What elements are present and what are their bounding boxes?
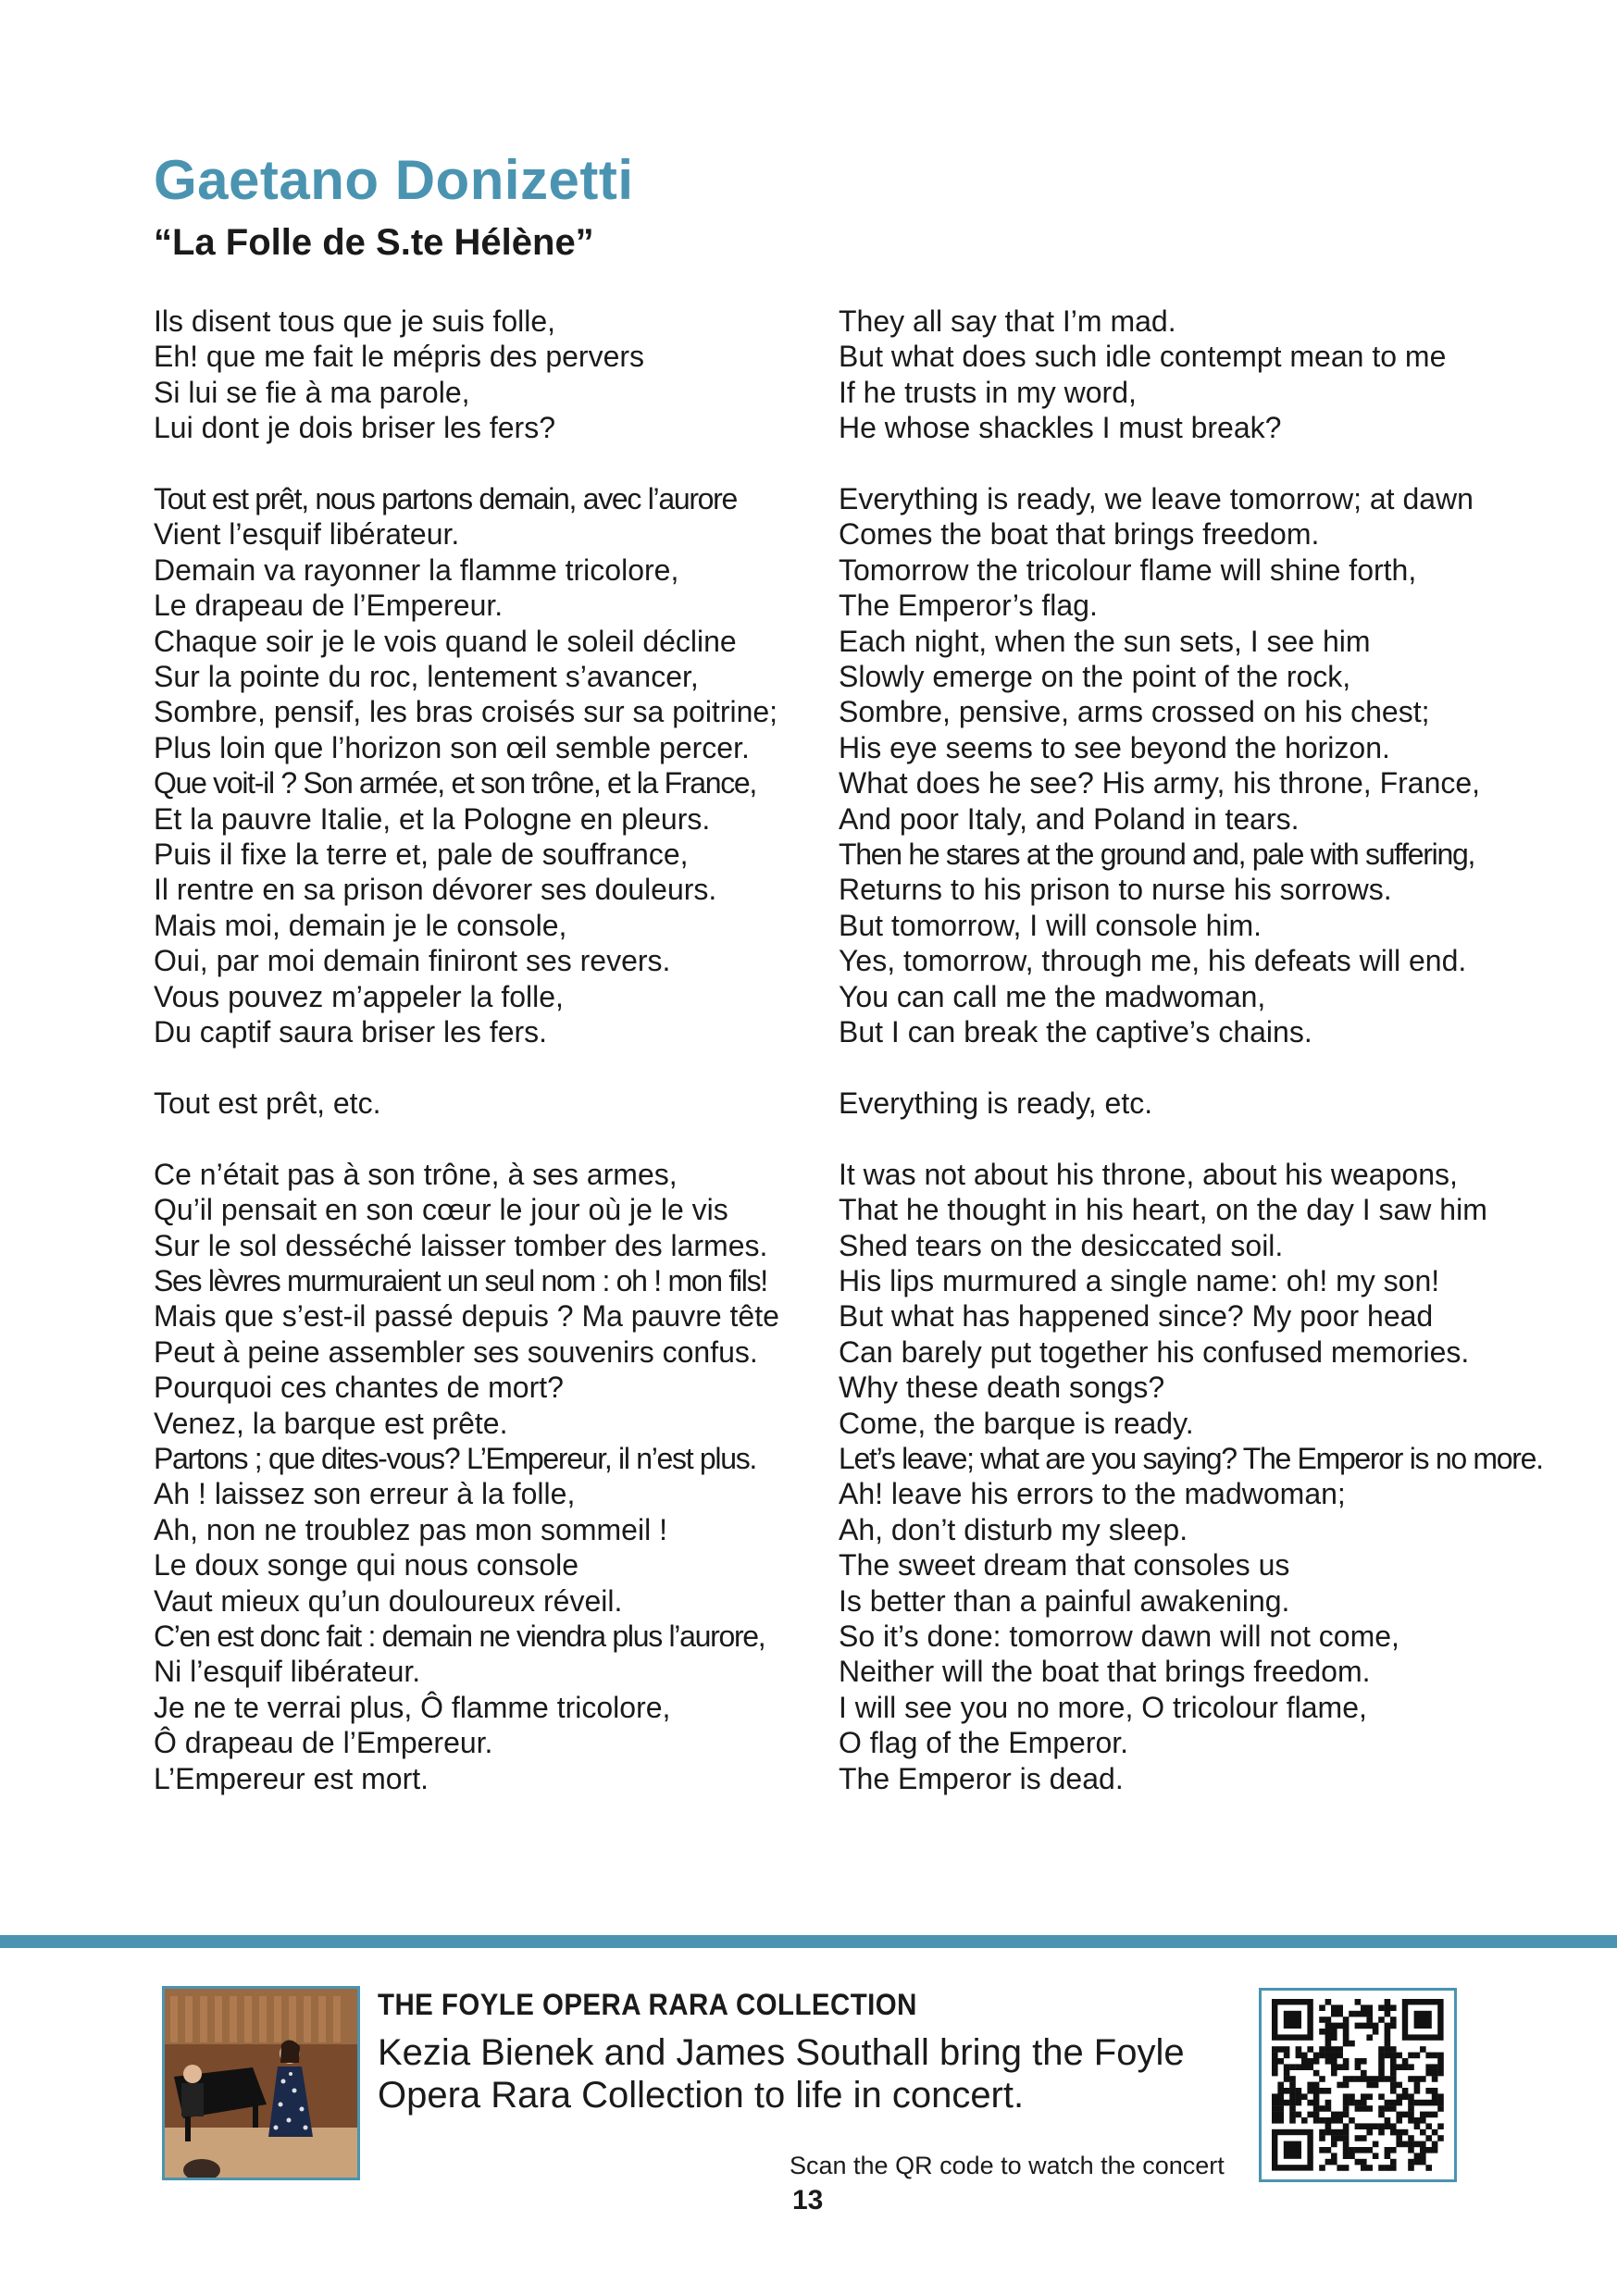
lyric-line: But tomorrow, I will console him. bbox=[839, 908, 1263, 942]
lyric-line: Come, the barque is ready. bbox=[839, 1406, 1194, 1440]
collection-description: Kezia Bienek and James Southall bring the Foyle Opera Rara Collection to life in concert. bbox=[378, 2032, 1185, 2116]
lyric-line: Peut à peine assembler ses souvenirs confus. bbox=[154, 1334, 758, 1369]
composer-name: Gaetano Donizetti bbox=[154, 149, 634, 211]
lyric-line: The Emperor’s flag. bbox=[839, 589, 1098, 623]
lyric-line: And poor Italy, and Poland in tears. bbox=[839, 801, 1300, 836]
lyric-line: C’en est donc fait : demain ne viendra plus l’aurore, bbox=[154, 1619, 765, 1653]
footer-divider bbox=[0, 1935, 1617, 1948]
lyric-line: Lui dont je dois briser les fers? bbox=[154, 411, 555, 445]
page-number: 13 bbox=[792, 2185, 824, 2215]
lyric-line: Ah ! laissez son erreur à la folle, bbox=[154, 1477, 576, 1511]
lyric-line: Ce n’était pas à son trône, à ses armes, bbox=[154, 1157, 678, 1191]
lyric-line: The Emperor is dead. bbox=[839, 1761, 1124, 1795]
lyric-line: Chaque soir je le vois quand le soleil décline bbox=[154, 624, 737, 658]
lyric-line: But what does such idle contempt mean to me bbox=[839, 340, 1447, 374]
work-title: “La Folle de S.te Hélène” bbox=[154, 222, 594, 263]
scan-instruction: Scan the QR code to watch the concert bbox=[790, 2152, 1225, 2179]
lyric-line: If he trusts in my word, bbox=[839, 375, 1137, 409]
lyric-line: He whose shackles I must break? bbox=[839, 411, 1282, 445]
french-lyrics-column bbox=[154, 304, 802, 1831]
lyric-line: Comes the boat that brings freedom. bbox=[839, 517, 1320, 552]
lyric-line: Everything is ready, etc. bbox=[839, 1086, 1153, 1120]
lyric-line: Ah, non ne troublez pas mon sommeil ! bbox=[154, 1512, 667, 1546]
qr-code-image bbox=[1262, 1991, 1454, 2179]
lyric-line: What does he see? His army, his throne, France, bbox=[839, 766, 1481, 800]
lyric-line: Il rentre en sa prison dévorer ses douleurs. bbox=[154, 873, 717, 907]
lyric-line: So it’s done: tomorrow dawn will not come, bbox=[839, 1619, 1399, 1653]
lyric-line: Why these death songs? bbox=[839, 1371, 1165, 1405]
lyric-line: Ni l’esquif libérateur. bbox=[154, 1655, 421, 1689]
lyric-line: Everything is ready, we leave tomorrow; at dawn bbox=[839, 482, 1474, 516]
lyric-line: Slowly emerge on the point of the rock, bbox=[839, 660, 1351, 694]
lyric-line: Demain va rayonner la flamme tricolore, bbox=[154, 552, 679, 587]
lyric-line: Que voit-il ? Son armée, et son trône, et la France, bbox=[154, 766, 756, 800]
stanza bbox=[154, 1086, 802, 1121]
lyric-line: The sweet dream that consoles us bbox=[839, 1548, 1290, 1582]
lyric-line: But what has happened since? My poor head bbox=[839, 1299, 1434, 1334]
lyric-line: Le doux songe qui nous console bbox=[154, 1548, 579, 1582]
stanza bbox=[839, 304, 1524, 446]
lyric-line: His lips murmured a single name: oh! my son! bbox=[839, 1263, 1440, 1297]
lyric-line: Ils disent tous que je suis folle, bbox=[154, 304, 556, 338]
lyric-line: Mais moi, demain je le console, bbox=[154, 908, 567, 942]
lyric-line: L’Empereur est mort. bbox=[154, 1761, 429, 1795]
lyric-line: They all say that I’m mad. bbox=[839, 304, 1176, 338]
collection-heading: THE FOYLE OPERA RARA COLLECTION bbox=[378, 1988, 917, 2021]
lyric-line: Du captif saura briser les fers. bbox=[154, 1015, 548, 1049]
lyric-line: Tout est prêt, nous partons demain, avec l’aurore bbox=[154, 482, 738, 516]
lyric-line: Vous pouvez m’appeler la folle, bbox=[154, 979, 564, 1013]
stanza bbox=[154, 304, 802, 446]
stanza bbox=[839, 1086, 1524, 1121]
stanza bbox=[154, 481, 802, 1050]
lyric-line: But I can break the captive’s chains. bbox=[839, 1015, 1312, 1049]
lyric-line: Eh! que me fait le mépris des pervers bbox=[154, 340, 645, 374]
lyric-line: Is better than a painful awakening. bbox=[839, 1583, 1290, 1618]
lyric-line: I will see you no more, O tricolour flame, bbox=[839, 1690, 1367, 1724]
lyric-line: It was not about his throne, about his weapons, bbox=[839, 1157, 1458, 1191]
lyric-line: That he thought in his heart, on the day I saw him bbox=[839, 1193, 1487, 1227]
lyric-line: Le drapeau de l’Empereur. bbox=[154, 589, 504, 623]
lyric-line: Qu’il pensait en son cœur le jour où je le vis bbox=[154, 1193, 728, 1227]
lyric-line: Neither will the boat that brings freedom. bbox=[839, 1655, 1371, 1689]
concert-photo bbox=[162, 1986, 360, 2180]
lyric-line: Can barely put together his confused memories. bbox=[839, 1334, 1470, 1369]
lyric-line: Oui, par moi demain finiront ses revers. bbox=[154, 944, 671, 978]
lyric-line: O flag of the Emperor. bbox=[839, 1726, 1129, 1760]
lyric-line: You can call me the madwoman, bbox=[839, 979, 1266, 1013]
stanza bbox=[839, 481, 1524, 1050]
lyric-line: Let’s leave; what are you saying? The Emperor is no more. bbox=[839, 1441, 1543, 1475]
lyric-line: Venez, la barque est prête. bbox=[154, 1406, 508, 1440]
lyric-line: Tout est prêt, etc. bbox=[154, 1086, 381, 1120]
lyric-line: Plus loin que l’horizon son œil semble percer. bbox=[154, 730, 750, 764]
english-translation-column bbox=[839, 304, 1543, 1831]
lyric-line: Each night, when the sun sets, I see him bbox=[839, 624, 1371, 658]
lyric-line: Ses lèvres murmuraient un seul nom : oh ! mon fils! bbox=[154, 1263, 767, 1297]
lyric-line: Shed tears on the desiccated soil. bbox=[839, 1228, 1284, 1262]
lyric-line: Partons ; que dites-vous? L’Empereur, il n’est plus. bbox=[154, 1441, 757, 1475]
lyric-line: Vient l’esquif libérateur. bbox=[154, 517, 460, 552]
lyric-line: Ô drapeau de l’Empereur. bbox=[154, 1726, 493, 1760]
qr-code[interactable] bbox=[1259, 1988, 1457, 2182]
stanza bbox=[839, 1157, 1543, 1796]
lyric-line: Ah! leave his errors to the madwoman; bbox=[839, 1477, 1346, 1511]
lyric-line: Mais que s’est-il passé depuis ? Ma pauvre tête bbox=[154, 1299, 779, 1334]
lyric-line: Sur la pointe du roc, lentement s’avancer, bbox=[154, 660, 699, 694]
lyric-line: Yes, tomorrow, through me, his defeats will end. bbox=[839, 944, 1467, 978]
lyric-line: Je ne te verrai plus, Ô flamme tricolore, bbox=[154, 1690, 671, 1724]
lyric-line: Ah, don’t disturb my sleep. bbox=[839, 1512, 1188, 1546]
lyric-line: Returns to his prison to nurse his sorrows. bbox=[839, 873, 1392, 907]
lyric-line: Pourquoi ces chantes de mort? bbox=[154, 1371, 564, 1405]
lyric-line: Puis il fixe la terre et, pale de souffrance, bbox=[154, 838, 689, 872]
lyric-line: Then he stares at the ground and, pale with suffering, bbox=[839, 838, 1475, 872]
lyric-line: His eye seems to see beyond the horizon. bbox=[839, 730, 1390, 764]
lyric-line: Sur le sol desséché laisser tomber des larmes. bbox=[154, 1228, 768, 1262]
lyric-line: Tomorrow the tricolour flame will shine forth, bbox=[839, 552, 1417, 587]
lyric-line: Sombre, pensif, les bras croisés sur sa poitrine; bbox=[154, 695, 778, 729]
lyric-line: Vaut mieux qu’un douloureux réveil. bbox=[154, 1583, 623, 1618]
lyric-line: Sombre, pensive, arms crossed on his chest; bbox=[839, 695, 1430, 729]
lyric-line: Et la pauvre Italie, et la Pologne en pleurs. bbox=[154, 801, 711, 836]
stanza bbox=[154, 1157, 802, 1796]
lyric-line: Si lui se fie à ma parole, bbox=[154, 375, 470, 409]
